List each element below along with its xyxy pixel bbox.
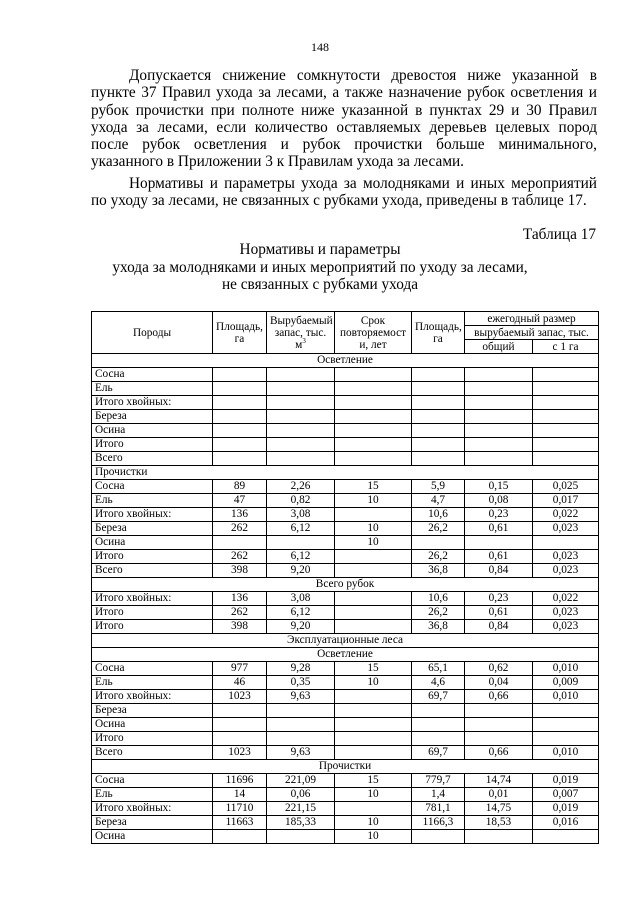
value-cell [267, 452, 335, 466]
value-cell [533, 732, 599, 746]
value-cell: 185,33 [267, 816, 335, 830]
value-cell [465, 452, 533, 466]
table-row [92, 410, 599, 424]
species-cell: Береза [92, 522, 213, 536]
value-cell: 0,022 [533, 508, 599, 522]
value-cell [412, 382, 465, 396]
value-cell: 11696 [213, 774, 267, 788]
value-cell [412, 452, 465, 466]
table-row [92, 438, 599, 452]
table-row [92, 662, 599, 676]
value-cell: 262 [213, 522, 267, 536]
value-cell [213, 410, 267, 424]
table-title-line: Нормативы и параметры [239, 241, 401, 258]
table-row [92, 620, 599, 634]
paragraph-1: Допускается снижение сомкнутости древостоя ниже указанной в пункте 37 Правил ухода за лесами, а также назначение рубок осветления и рубок прочистки при полноте ниже указанной в пунктах 29 и 30 Правил ухода за лесами, если количество оставляемых деревьев целевых пород после рубок осветления и рубок прочистки больше минимального, указанного в Приложении 3 к Правилам ухода за лесами. [91, 67, 597, 171]
value-cell: 977 [213, 662, 267, 676]
value-cell: 47 [213, 494, 267, 508]
value-cell: 1166,3 [412, 816, 465, 830]
value-cell: 65,1 [412, 662, 465, 676]
table-row [92, 704, 599, 718]
value-cell [412, 368, 465, 382]
value-cell [335, 704, 412, 718]
table-section-row [92, 648, 599, 662]
value-cell: 36,8 [412, 620, 465, 634]
species-cell: Береза [92, 816, 213, 830]
table-row [92, 676, 599, 690]
header-annual-stock: вырубаемый запас, тыс. [465, 326, 599, 340]
table-row [92, 508, 599, 522]
value-cell: 0,01 [465, 788, 533, 802]
value-cell [267, 368, 335, 382]
species-cell: Осина [92, 718, 213, 732]
header-annual-area: Площадь, га [412, 312, 465, 354]
value-cell: 0,84 [465, 620, 533, 634]
value-cell [533, 368, 599, 382]
value-cell [267, 830, 335, 844]
value-cell [533, 704, 599, 718]
value-cell [335, 620, 412, 634]
value-cell [335, 718, 412, 732]
table-row [92, 816, 599, 830]
value-cell [267, 536, 335, 550]
value-cell [533, 536, 599, 550]
value-cell [465, 382, 533, 396]
value-cell: 0,61 [465, 550, 533, 564]
value-cell: 398 [213, 620, 267, 634]
value-cell: 11710 [213, 802, 267, 816]
species-cell: Всего [92, 564, 213, 578]
value-cell: 0,016 [533, 816, 599, 830]
value-cell: 0,35 [267, 676, 335, 690]
value-cell [213, 438, 267, 452]
value-cell [267, 438, 335, 452]
value-cell [335, 508, 412, 522]
value-cell: 0,010 [533, 690, 599, 704]
section-label: Прочистки [92, 760, 599, 774]
value-cell: 0,84 [465, 564, 533, 578]
value-cell: 14,74 [465, 774, 533, 788]
species-cell: Ель [92, 788, 213, 802]
header-area: Площадь, га [213, 312, 267, 354]
value-cell: 3,08 [267, 508, 335, 522]
value-cell: 10,6 [412, 508, 465, 522]
species-cell: Итого хвойных: [92, 802, 213, 816]
value-cell: 0,62 [465, 662, 533, 676]
table-row [92, 368, 599, 382]
header-stock-sup: 3 [302, 336, 306, 345]
value-cell: 15 [335, 662, 412, 676]
page-number: 148 [311, 40, 329, 54]
value-cell: 14,75 [465, 802, 533, 816]
value-cell [465, 536, 533, 550]
value-cell [267, 382, 335, 396]
value-cell: 0,017 [533, 494, 599, 508]
value-cell [213, 830, 267, 844]
value-cell: 1023 [213, 690, 267, 704]
value-cell [213, 718, 267, 732]
value-cell [335, 368, 412, 382]
species-cell: Всего [92, 746, 213, 760]
value-cell: 9,20 [267, 564, 335, 578]
value-cell: 15 [335, 774, 412, 788]
value-cell: 0,019 [533, 774, 599, 788]
value-cell: 69,7 [412, 690, 465, 704]
table-row [92, 550, 599, 564]
value-cell [533, 452, 599, 466]
value-cell [335, 592, 412, 606]
table-row [92, 774, 599, 788]
value-cell [465, 410, 533, 424]
value-cell [213, 452, 267, 466]
value-cell: 0,023 [533, 522, 599, 536]
value-cell [213, 382, 267, 396]
value-cell: 3,08 [267, 592, 335, 606]
value-cell: 9,63 [267, 746, 335, 760]
value-cell: 0,23 [465, 592, 533, 606]
value-cell: 6,12 [267, 550, 335, 564]
value-cell [335, 424, 412, 438]
table-label: Таблица 17 [522, 226, 596, 243]
species-cell: Всего [92, 452, 213, 466]
species-cell: Итого хвойных: [92, 508, 213, 522]
table-row [92, 732, 599, 746]
value-cell [533, 830, 599, 844]
value-cell: 9,28 [267, 662, 335, 676]
table-row [92, 382, 599, 396]
section-label: Осветление [92, 648, 599, 662]
value-cell: 10 [335, 788, 412, 802]
value-cell [465, 830, 533, 844]
value-cell [412, 718, 465, 732]
species-cell: Ель [92, 382, 213, 396]
table-row [92, 564, 599, 578]
value-cell: 779,7 [412, 774, 465, 788]
value-cell: 0,08 [465, 494, 533, 508]
species-cell: Ель [92, 676, 213, 690]
norms-table [91, 311, 599, 844]
value-cell: 0,15 [465, 480, 533, 494]
value-cell: 0,023 [533, 620, 599, 634]
value-cell [335, 564, 412, 578]
value-cell: 0,007 [533, 788, 599, 802]
value-cell [465, 732, 533, 746]
value-cell: 136 [213, 592, 267, 606]
value-cell [465, 396, 533, 410]
value-cell [412, 536, 465, 550]
value-cell [335, 606, 412, 620]
table-title-line: не связанных с рубками ухода [221, 276, 419, 293]
value-cell [465, 368, 533, 382]
value-cell: 2,26 [267, 480, 335, 494]
value-cell: 5,9 [412, 480, 465, 494]
table-row [92, 802, 599, 816]
value-cell [533, 410, 599, 424]
value-cell [213, 732, 267, 746]
value-cell: 10 [335, 676, 412, 690]
value-cell [335, 438, 412, 452]
value-cell [267, 704, 335, 718]
value-cell: 0,61 [465, 522, 533, 536]
table-row [92, 424, 599, 438]
value-cell: 0,019 [533, 802, 599, 816]
value-cell: 26,2 [412, 550, 465, 564]
value-cell [267, 732, 335, 746]
table-title [0, 241, 640, 294]
table-row [92, 718, 599, 732]
value-cell [412, 732, 465, 746]
value-cell [335, 382, 412, 396]
section-label: Осветление [92, 354, 599, 368]
value-cell [335, 746, 412, 760]
table-section-row [92, 354, 599, 368]
value-cell [267, 410, 335, 424]
value-cell: 0,023 [533, 564, 599, 578]
value-cell: 89 [213, 480, 267, 494]
table-row [92, 522, 599, 536]
value-cell [335, 732, 412, 746]
table-section-row [92, 578, 599, 592]
section-label: Всего рубок [92, 578, 599, 592]
value-cell [412, 396, 465, 410]
header-species: Породы [92, 312, 213, 354]
value-cell: 398 [213, 564, 267, 578]
value-cell: 0,82 [267, 494, 335, 508]
species-cell: Итого хвойных: [92, 592, 213, 606]
value-cell: 1023 [213, 746, 267, 760]
value-cell [412, 830, 465, 844]
value-cell: 15 [335, 480, 412, 494]
value-cell [213, 536, 267, 550]
value-cell: 136 [213, 508, 267, 522]
value-cell [533, 424, 599, 438]
value-cell: 0,010 [533, 746, 599, 760]
species-cell: Итого [92, 550, 213, 564]
header-annual: ежегодный размер [465, 312, 599, 326]
value-cell: 262 [213, 550, 267, 564]
value-cell: 0,66 [465, 746, 533, 760]
value-cell: 0,06 [267, 788, 335, 802]
value-cell [533, 396, 599, 410]
species-cell: Итого [92, 438, 213, 452]
table-body [92, 354, 599, 844]
value-cell: 26,2 [412, 522, 465, 536]
value-cell: 0,022 [533, 592, 599, 606]
header-stock [267, 312, 335, 354]
table-row [92, 788, 599, 802]
value-cell [533, 382, 599, 396]
value-cell [465, 718, 533, 732]
value-cell: 1,4 [412, 788, 465, 802]
table-row [92, 690, 599, 704]
value-cell [267, 396, 335, 410]
value-cell [335, 452, 412, 466]
value-cell [213, 368, 267, 382]
table-row [92, 830, 599, 844]
species-cell: Осина [92, 424, 213, 438]
value-cell: 0,61 [465, 606, 533, 620]
species-cell: Береза [92, 410, 213, 424]
value-cell: 9,63 [267, 690, 335, 704]
species-cell: Итого хвойных: [92, 396, 213, 410]
value-cell: 0,23 [465, 508, 533, 522]
value-cell: 262 [213, 606, 267, 620]
value-cell [335, 550, 412, 564]
value-cell: 0,66 [465, 690, 533, 704]
table-row [92, 452, 599, 466]
value-cell [267, 424, 335, 438]
species-cell: Итого [92, 732, 213, 746]
value-cell: 10,6 [412, 592, 465, 606]
value-cell [335, 396, 412, 410]
header-term: Срок повторяемост и, лет [335, 312, 412, 354]
value-cell [533, 438, 599, 452]
value-cell: 0,009 [533, 676, 599, 690]
species-cell: Сосна [92, 480, 213, 494]
table-row [92, 746, 599, 760]
table-row [92, 396, 599, 410]
value-cell [335, 690, 412, 704]
species-cell: Осина [92, 830, 213, 844]
table-row [92, 480, 599, 494]
value-cell [335, 802, 412, 816]
value-cell [213, 704, 267, 718]
value-cell [335, 410, 412, 424]
value-cell: 10 [335, 522, 412, 536]
value-cell: 0,023 [533, 550, 599, 564]
species-cell: Сосна [92, 662, 213, 676]
table-row [92, 536, 599, 550]
value-cell: 4,6 [412, 676, 465, 690]
value-cell: 6,12 [267, 522, 335, 536]
header-stock-text: Вырубаемый запас, тыс. м [270, 314, 333, 351]
paragraph-2: Нормативы и параметры ухода за молодняками и иных мероприятий по уходу за лесами, не связанных с рубками ухода, приведены в таблице 17. [91, 175, 597, 210]
value-cell: 10 [335, 536, 412, 550]
species-cell: Ель [92, 494, 213, 508]
value-cell: 0,025 [533, 480, 599, 494]
value-cell: 18,53 [465, 816, 533, 830]
table-row [92, 592, 599, 606]
value-cell: 46 [213, 676, 267, 690]
value-cell: 4,7 [412, 494, 465, 508]
value-cell: 10 [335, 830, 412, 844]
table-section-row [92, 634, 599, 648]
value-cell: 11663 [213, 816, 267, 830]
value-cell [267, 718, 335, 732]
value-cell: 36,8 [412, 564, 465, 578]
value-cell [412, 438, 465, 452]
table-section-row [92, 466, 599, 480]
value-cell: 0,023 [533, 606, 599, 620]
value-cell: 0,04 [465, 676, 533, 690]
species-cell: Береза [92, 704, 213, 718]
value-cell [465, 438, 533, 452]
header-per-ha: с 1 га [533, 340, 599, 354]
value-cell [465, 424, 533, 438]
value-cell [412, 704, 465, 718]
value-cell [533, 718, 599, 732]
value-cell: 10 [335, 494, 412, 508]
value-cell: 0,010 [533, 662, 599, 676]
table-title-line: ухода за молодняками и иных мероприятий по уходу за лесами, [112, 258, 528, 276]
value-cell [412, 410, 465, 424]
value-cell [465, 704, 533, 718]
species-cell: Сосна [92, 368, 213, 382]
species-cell: Сосна [92, 774, 213, 788]
table-section-row [92, 760, 599, 774]
species-cell: Осина [92, 536, 213, 550]
header-total: общий [465, 340, 533, 354]
section-label: Эксплуатационные леса [92, 634, 599, 648]
value-cell [213, 396, 267, 410]
section-label: Прочистки [92, 466, 599, 480]
value-cell: 6,12 [267, 606, 335, 620]
value-cell: 221,09 [267, 774, 335, 788]
table-row [92, 494, 599, 508]
species-cell: Итого хвойных: [92, 690, 213, 704]
value-cell: 14 [213, 788, 267, 802]
species-cell: Итого [92, 606, 213, 620]
value-cell [412, 424, 465, 438]
value-cell [213, 424, 267, 438]
species-cell: Итого [92, 620, 213, 634]
value-cell: 221,15 [267, 802, 335, 816]
value-cell: 781,1 [412, 802, 465, 816]
value-cell: 26,2 [412, 606, 465, 620]
value-cell: 9,20 [267, 620, 335, 634]
value-cell: 10 [335, 816, 412, 830]
value-cell: 69,7 [412, 746, 465, 760]
table-row [92, 606, 599, 620]
